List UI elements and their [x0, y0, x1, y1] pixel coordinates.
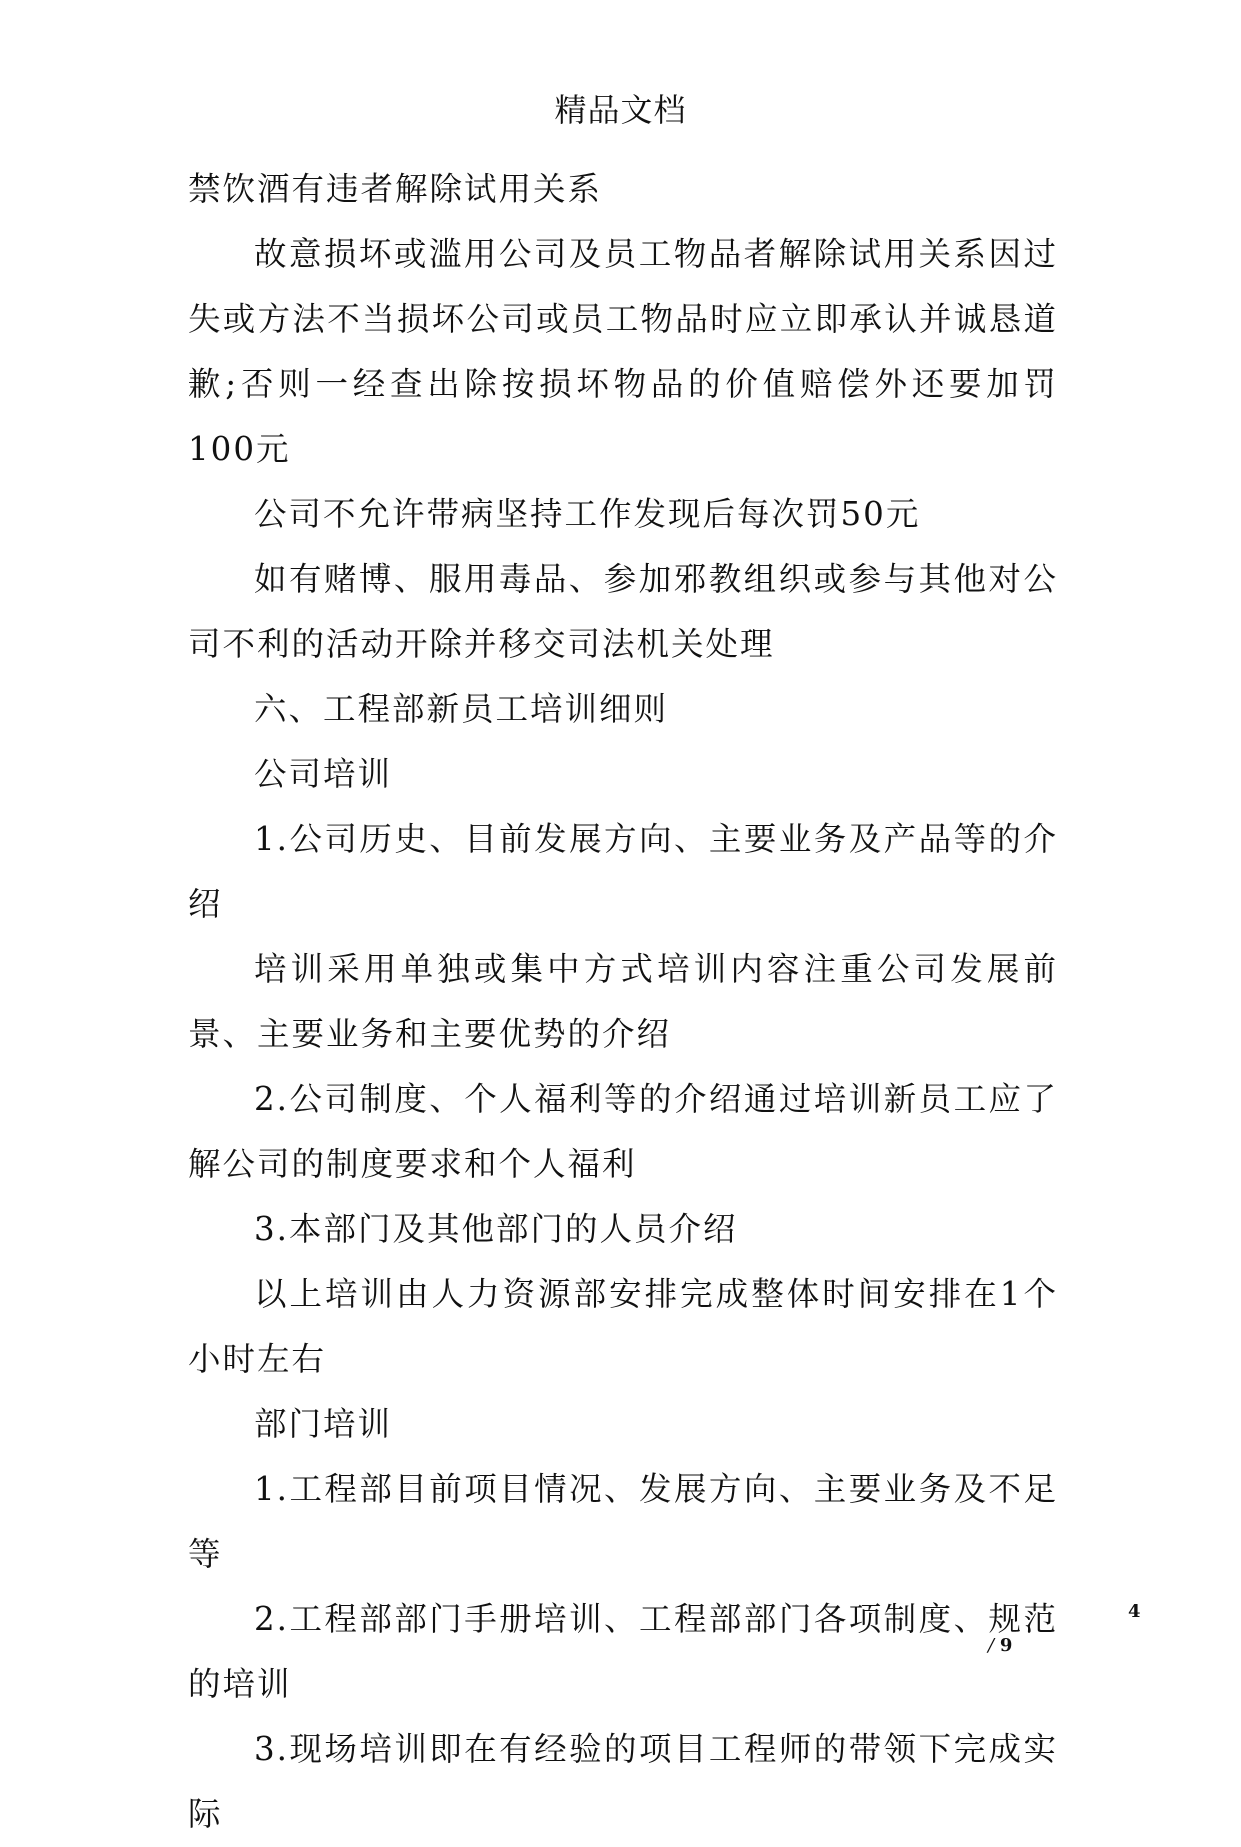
- paragraph: 培训采用单独或集中方式培训内容注重公司发展前景、主要业务和主要优势的介绍: [188, 950, 1058, 1053]
- list-item: 2.公司制度、个人福利等的介绍通过培训新员工应了解公司的制度要求和个人福利: [188, 1080, 1058, 1183]
- subsection-heading: 公司培训: [254, 755, 393, 793]
- paragraph: 故意损坏或滥用公司及员工物品者解除试用关系因过失或方法不当损坏公司或员工物品时应立即承认并诚恳道歉;否则一经查出除按损坏物品的价值赔偿外还要加罚100元: [188, 235, 1058, 468]
- paragraph: 如有赌博、服用毒品、参加邪教组织或参与其他对公司不利的活动开除并移交司法机关处理: [188, 560, 1058, 663]
- subsection-heading: 部门培训: [254, 1405, 393, 1443]
- document-body: [188, 157, 1058, 1847]
- page-number: 4: [1128, 1601, 1141, 1622]
- page-total: [988, 1636, 1012, 1656]
- list-item: 1.工程部目前项目情况、发展方向、主要业务及不足等: [188, 1470, 1058, 1573]
- section-heading: 六、工程部新员工培训细则: [254, 690, 669, 728]
- document-header: 精品文档: [554, 91, 687, 129]
- list-item: 3.本部门及其他部门的人员介绍: [254, 1210, 738, 1248]
- list-item: 1.公司历史、目前发展方向、主要业务及产品等的介绍: [188, 820, 1058, 923]
- page-total-value: 9: [999, 1635, 1013, 1656]
- paragraph: 禁饮酒有违者解除试用关系: [188, 170, 603, 208]
- list-item: 2.工程部部门手册培训、工程部部门各项制度、规范的培训: [188, 1600, 1058, 1703]
- paragraph: 公司不允许带病坚持工作发现后每次罚50元: [254, 495, 921, 533]
- list-item: 3.现场培训即在有经验的项目工程师的带领下完成实际: [188, 1730, 1058, 1833]
- page-separator: /: [988, 1635, 995, 1656]
- paragraph: 以上培训由人力资源部安排完成整体时间安排在1个小时左右: [188, 1275, 1058, 1378]
